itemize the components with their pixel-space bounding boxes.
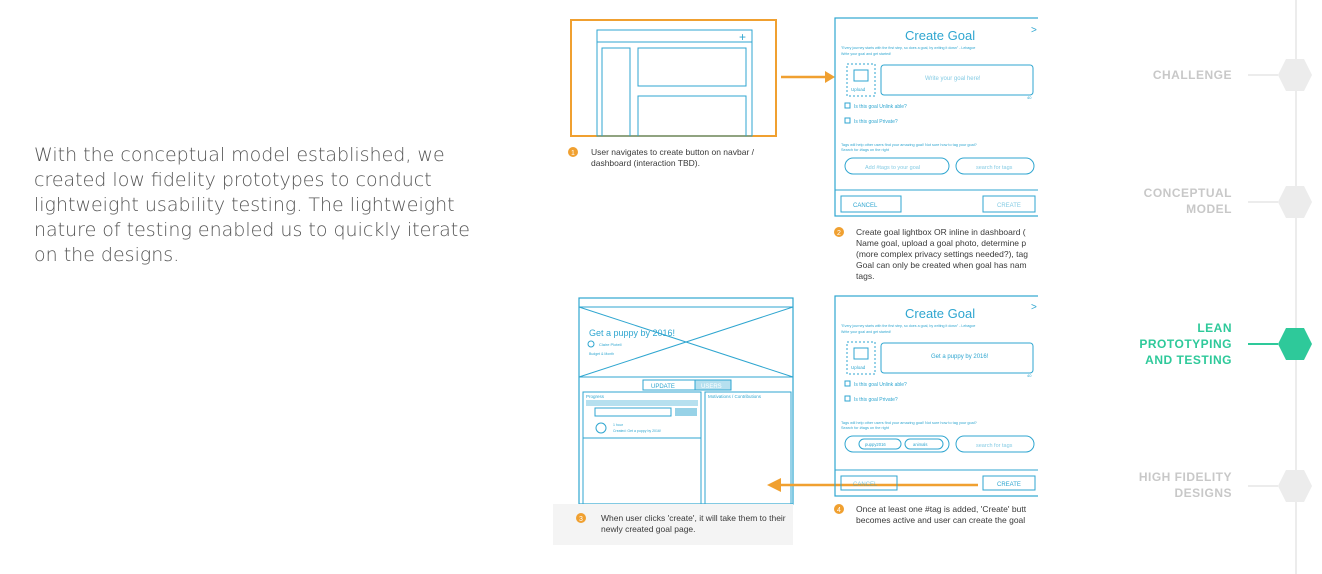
svg-text:Motivations / Contributions: Motivations / Contributions [708,394,762,399]
frame-navbar-wireframe [571,20,776,136]
svg-text:>: > [1031,302,1037,313]
svg-text:search for tags: search for tags [976,443,1013,449]
svg-text:CANCEL: CANCEL [853,203,878,209]
svg-text:40: 40 [1027,373,1032,378]
frame-goal-page-wireframe [579,298,793,504]
nav-connector-challenge [1248,74,1278,76]
nav-hexagon-conceptual-icon[interactable] [1277,185,1313,219]
svg-text:Write your goal and get starte: Write your goal and get started! [841,330,892,334]
svg-text:>: > [1031,25,1037,36]
frame-create-goal-filled [835,296,1038,496]
svg-text:becomes active and user can cr: becomes active and user can create the goal [856,515,1026,525]
svg-text:Is this goal Private?: Is this goal Private? [854,119,898,125]
svg-text:Created: Get a puppy by 2016!: Created: Get a puppy by 2016! [613,429,661,433]
nav-connector-conceptual [1248,201,1278,203]
step-4-caption-line1: Once at least one #tag is added, 'Create' butt [856,504,1027,514]
modal-intro-line1: "Every journey starts with the first step, so does a goal, by writing it down" - Lebagoe [841,46,976,50]
svg-text:40: 40 [1027,95,1032,100]
svg-text:Upload: Upload [851,365,866,370]
svg-text:animals: animals [913,442,928,447]
nav-item-lean-label-1: LEAN [1197,321,1232,335]
svg-text:Search for #tags on the right: Search for #tags on the right [841,148,889,152]
nav-item-challenge[interactable] [1153,67,1232,83]
nav-item-high-fidelity-label-2: DESIGNS [1174,486,1232,500]
svg-text:+: + [739,30,747,44]
nav-item-challenge-label: CHALLENGE [1152,68,1232,82]
svg-text:Is this goal Unlink able?: Is this goal Unlink able? [854,382,907,388]
svg-text:UPDATE: UPDATE [651,384,675,390]
svg-text:Tags will help other users fin: Tags will help other users find your amazing goal! Not sure how to tag your goal? [841,421,977,425]
nav-connector-lean [1248,343,1278,345]
svg-text:Is this goal Private?: Is this goal Private? [854,397,898,403]
prototype-storyboard [553,0,1038,545]
svg-text:Claire Plotell: Claire Plotell [599,342,622,347]
nav-item-high-fidelity[interactable] [1139,469,1232,501]
intro-paragraph: With the conceptual model established, we created low fidelity prototypes to conduct lightweight usability testing. The lightweight nature of testing enabled us to quickly iterate on the designs. [34,144,470,266]
svg-text:"Every journey starts with the: "Every journey starts with the first step, so does a goal, by writing it down" - Lebagoe [841,324,976,328]
svg-text:newly created goal page.: newly created goal page. [601,524,696,534]
nav-item-lean-label-2: PROTOTYPING [1139,337,1232,351]
nav-item-conceptual-model[interactable] [1144,185,1232,217]
svg-text:Tags will help other users fin: Tags will help other users find your amazing goal! Not sure how to tag your goal? [841,143,977,147]
svg-text:Add #tags to your goal: Add #tags to your goal [865,165,921,171]
upload-label: Upload [851,87,866,92]
svg-text:USERS: USERS [701,384,722,390]
svg-text:Progress: Progress [586,394,605,399]
svg-text:2: 2 [837,230,841,237]
svg-text:CREATE: CREATE [997,482,1021,488]
svg-text:search for tags: search for tags [976,165,1013,171]
svg-text:CANCEL: CANCEL [853,482,878,488]
nav-item-lean-prototyping[interactable] [1139,320,1232,368]
step-1-caption-line2: dashboard (interaction TBD). [591,158,700,168]
step-1-number: 1 [571,150,575,157]
nav-item-lean-label-3: AND TESTING [1145,353,1232,367]
modal-intro-line2: Write your goal and get started! [841,52,892,56]
step-1-caption-line1: User navigates to create button on navbar / [591,147,755,157]
goal-page-title: Get a puppy by 2016! [589,328,676,338]
svg-text:(more complex privacy settings: (more complex privacy settings needed?), tag [856,249,1028,259]
modal-title: Create Goal [905,28,976,43]
svg-text:Search for #tags on the right: Search for #tags on the right [841,426,889,430]
nav-hexagon-high-fidelity-icon[interactable] [1277,469,1313,503]
goal-value: Get a puppy by 2016! [931,354,989,360]
svg-text:3: 3 [579,516,583,523]
nav-item-conceptual-label-2: MODEL [1186,202,1232,216]
svg-text:Goal can only be created when: Goal can only be created when goal has nam [856,260,1027,270]
nav-hexagon-lean-active-icon[interactable] [1277,327,1313,361]
svg-text:Create Goal: Create Goal [905,306,976,321]
svg-text:CREATE: CREATE [997,203,1021,209]
svg-text:tags.: tags. [856,271,875,281]
svg-text:puppy2016: puppy2016 [865,442,886,447]
step-3-caption-line1: When user clicks 'create', it will take them to their [601,513,786,523]
goal-placeholder: Write your goal here! [925,76,981,82]
svg-text:4: 4 [837,507,841,514]
nav-hexagon-challenge-icon[interactable] [1277,58,1313,92]
step-2-caption-line1: Create goal lightbox OR inline in dashboard ( [856,227,1026,237]
svg-text:Is this goal Unlink able?: Is this goal Unlink able? [854,104,907,110]
frame-create-goal-modal [835,18,1038,216]
svg-text:Name goal, upload a goal photo: Name goal, upload a goal photo, determine p [856,238,1027,248]
nav-item-high-fidelity-label-1: HIGH FIDELITY [1138,470,1232,484]
svg-text:Budget & Month: Budget & Month [589,352,615,356]
nav-item-conceptual-label-1: CONCEPTUAL [1143,186,1232,200]
nav-connector-high-fidelity [1248,485,1278,487]
svg-text:1 hour: 1 hour [613,423,623,427]
